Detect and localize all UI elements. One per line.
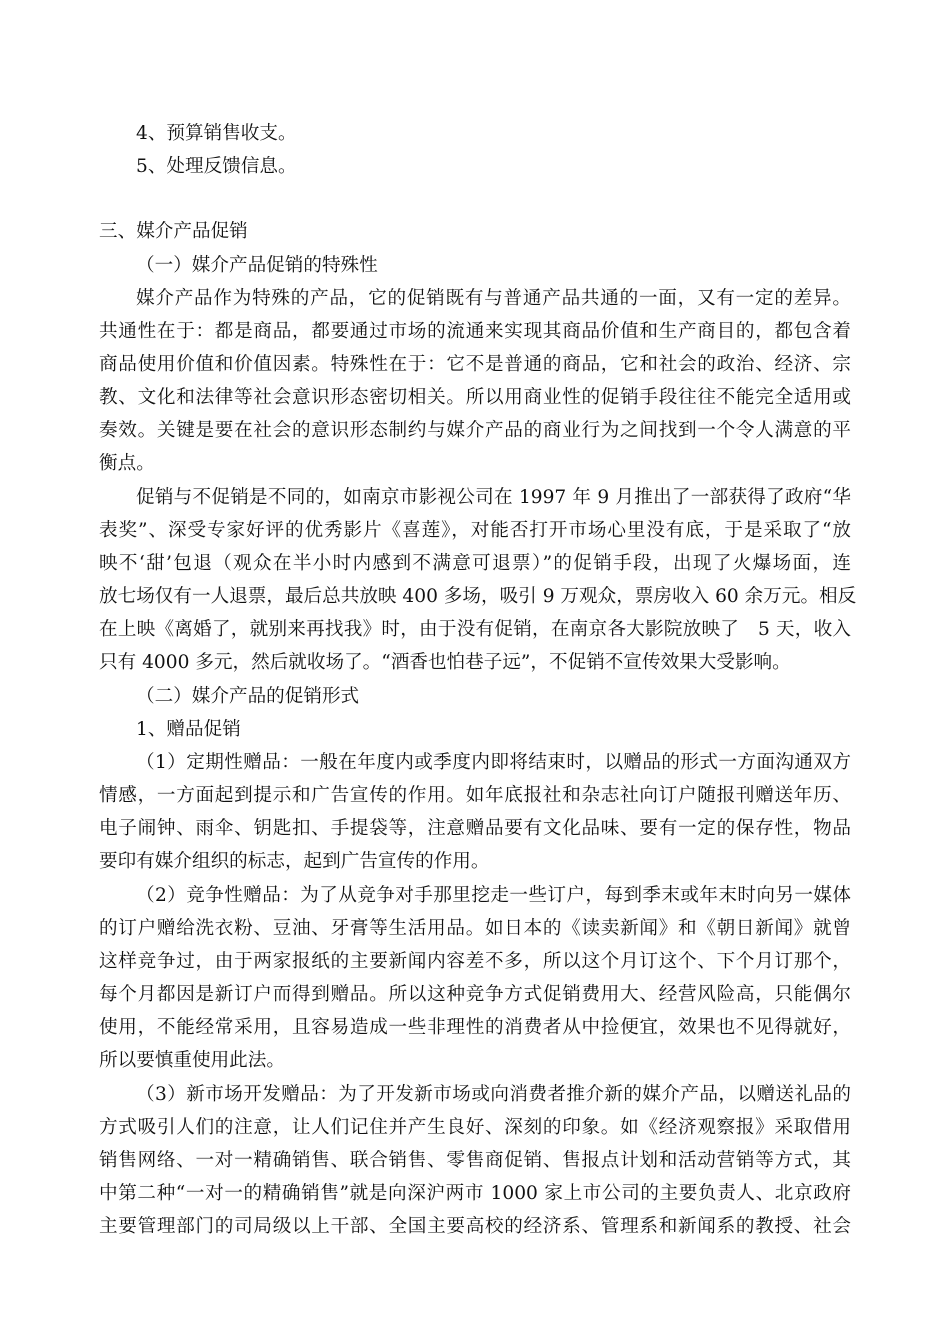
paragraph-line: （3）新市场开发赠品：为了开发新市场或向消费者推介新的媒介产品，以赠送礼品的 bbox=[136, 1084, 851, 1105]
paragraph-line: 奏效。关键是要在社会的意识形态制约与媒介产品的商业行为之间找到一个令人满意的平 bbox=[99, 420, 851, 441]
paragraph-line: 电子闹钟、雨伞、钥匙扣、手提袋等，注意赠品要有文化品味、要有一定的保存性，物品 bbox=[99, 818, 851, 839]
paragraph-line: 中第二种“一对一的精确销售”就是向深沪两市 1000 家上市公司的主要负责人、北京政府 bbox=[99, 1183, 851, 1204]
paragraph-line: 的订户赠给洗衣粉、豆油、牙膏等生活用品。如日本的《读卖新闻》和《朝日新闻》就曾 bbox=[99, 918, 851, 939]
paragraph-line: 情感，一方面起到提示和广告宣传的作用。如年底报社和杂志社向订户随报刊赠送年历、 bbox=[99, 785, 851, 806]
subsection-heading-2: （二）媒介产品的促销形式 bbox=[136, 686, 360, 707]
paragraph-line: 媒介产品作为特殊的产品，它的促销既有与普通产品共通的一面，又有一定的差异。 bbox=[136, 288, 851, 309]
paragraph-line: 教、文化和法律等社会意识形态密切相关。所以用商业性的促销手段往往不能完全适用或 bbox=[99, 387, 851, 408]
list-item-5: 5、处理反馈信息。 bbox=[136, 156, 297, 177]
paragraph-line: （2）竞争性赠品：为了从竞争对手那里挖走一些订户，每到季末或年末时向另一媒体 bbox=[136, 885, 851, 906]
paragraph-line: 商品使用价值和价值因素。特殊性在于：它不是普通的商品，它和社会的政治、经济、宗 bbox=[99, 354, 851, 375]
paragraph-line: （1）定期性赠品：一般在年度内或季度内即将结束时，以赠品的形式一方面沟通双方 bbox=[136, 752, 851, 773]
paragraph-line: 共通性在于：都是商品，都要通过市场的流通来实现其商品价值和生产商目的，都包含着 bbox=[99, 321, 851, 342]
section-heading: 三、媒介产品促销 bbox=[99, 221, 248, 242]
paragraph-line: 衡点。 bbox=[99, 453, 155, 474]
paragraph-line: 每个月都因是新订户而得到赠品。所以这种竞争方式促销费用大、经营风险高，只能偶尔 bbox=[99, 984, 851, 1005]
paragraph-line: 表奖”、深受专家好评的优秀影片《喜莲》，对能否打开市场心里没有底，于是采取了“放 bbox=[99, 520, 851, 541]
paragraph-line: 映不‘甜’包退（观众在半小时内感到不满意可退票）”的促销手段，出现了火爆场面，连 bbox=[99, 553, 851, 574]
paragraph-line: 使用，不能经常采用，且容易造成一些非理性的消费者从中捡便宜，效果也不见得就好， bbox=[99, 1017, 851, 1038]
paragraph-line: 这样竞争过，由于两家报纸的主要新闻内容差不多，所以这个月订这个、下个月订那个， bbox=[99, 951, 851, 972]
paragraph-line: 在上映《离婚了，就别来再找我》时，由于没有促销，在南京各大影院放映了 5 天，收入 bbox=[99, 619, 851, 640]
paragraph-line: 所以要慎重使用此法。 bbox=[99, 1050, 285, 1071]
paragraph-line: 要印有媒介组织的标志，起到广告宣传的作用。 bbox=[99, 851, 490, 872]
paragraph-line: 方式吸引人们的注意，让人们记住并产生良好、深刻的印象。如《经济观察报》采取借用 bbox=[99, 1117, 851, 1138]
paragraph-line: 只有 4000 多元，然后就收场了。“酒香也怕巷子远”，不促销不宣传效果大受影响。 bbox=[99, 652, 791, 673]
paragraph-line: 放七场仅有一人退票，最后总共放映 400 多场，吸引 9 万观众，票房收入 60 余万元。相反 bbox=[99, 586, 857, 607]
sub-heading-gift-promotion: 1、赠品促销 bbox=[136, 719, 241, 740]
subsection-heading-1: （一）媒介产品促销的特殊性 bbox=[136, 255, 378, 276]
paragraph-line: 销售网络、一对一精确销售、联合销售、零售商促销、售报点计划和活动营销等方式，其 bbox=[99, 1150, 851, 1171]
list-item-4: 4、预算销售收支。 bbox=[136, 123, 297, 144]
paragraph-line: 促销与不促销是不同的，如南京市影视公司在 1997 年 9 月推出了一部获得了政府“华 bbox=[136, 487, 851, 508]
paragraph-line: 主要管理部门的司局级以上干部、全国主要高校的经济系、管理系和新闻系的教授、社会 bbox=[99, 1216, 851, 1237]
